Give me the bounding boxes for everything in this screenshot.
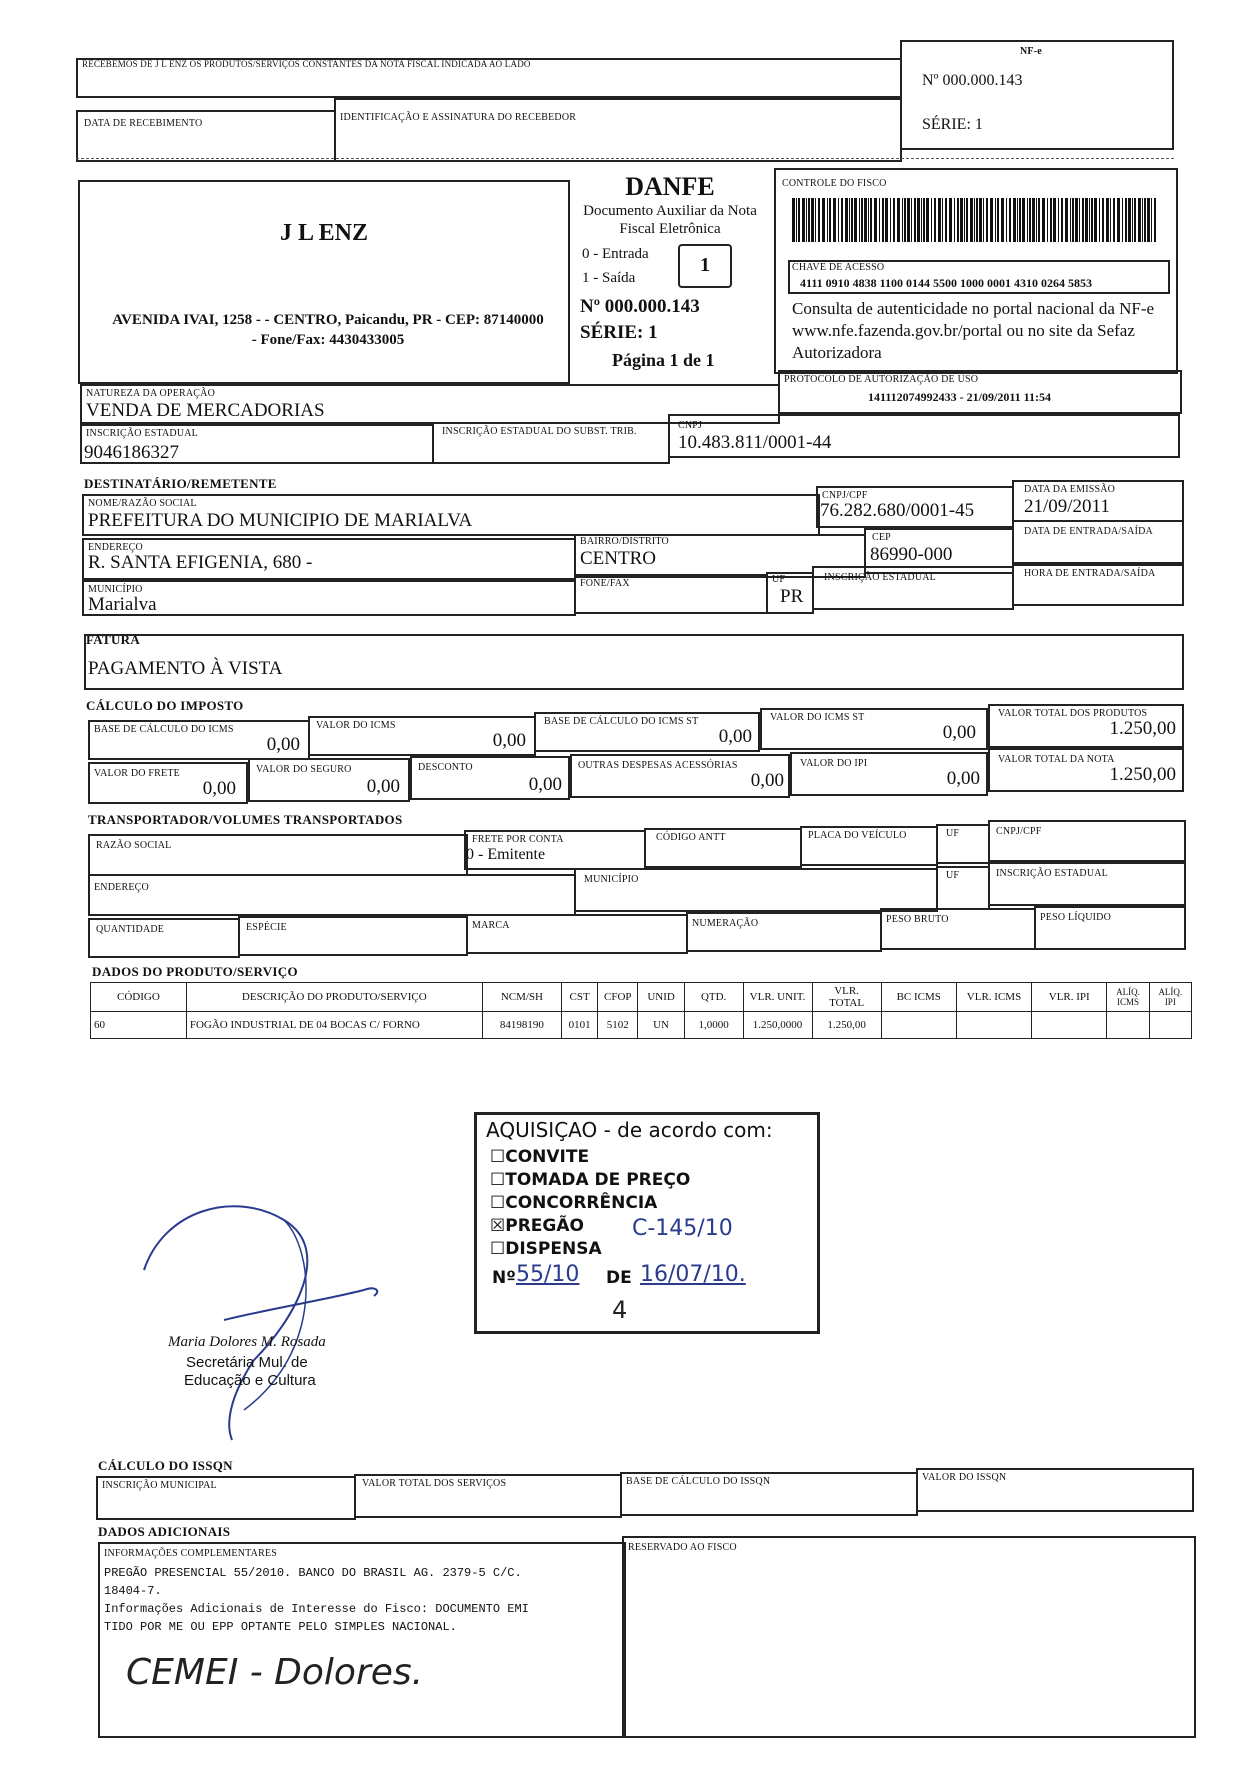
invoice-payment: PAGAMENTO À VISTA (88, 658, 283, 679)
barcode-bar (1099, 198, 1100, 242)
barcode-bar (897, 198, 900, 242)
receipt-text: RECEBEMOS DE J L ENZ OS PRODUTOS/SERVIÇOS CONSTANTES DA NOTA FISCAL INDICADA AO LADO (82, 59, 531, 69)
info-label: INFORMAÇÕES COMPLEMENTARES (104, 1548, 278, 1559)
col-header: QTD. (684, 983, 743, 1012)
product-unit-value: 1.250,0000 (743, 1012, 812, 1039)
access-key: 4111 0910 4838 1100 0144 5500 1000 0001 4310 0264 5853 (800, 276, 1093, 290)
signature-name: Maria Dolores M. Rosada (168, 1334, 326, 1350)
barcode-bar (1006, 198, 1007, 242)
barcode-bar (1027, 198, 1028, 242)
barcode-bar (1017, 198, 1018, 242)
access-key-label: CHAVE DE ACESSO (792, 262, 885, 273)
hour-label: HORA DE ENTRADA/SAÍDA (1024, 568, 1156, 579)
barcode-bar (827, 198, 828, 242)
product-aliq-ipi (1149, 1012, 1191, 1039)
brand-label: MARCA (472, 920, 510, 931)
danfe-entrada: 0 - Entrada (582, 246, 649, 262)
info-line-1: PREGÃO PRESENCIAL 55/2010. BANCO DO BRASIL AG. 2379-5 C/C. (104, 1566, 522, 1580)
danfe-saida: 1 - Saída (582, 270, 636, 286)
transport-uf-box (936, 824, 990, 864)
product-unit: UN (638, 1012, 684, 1039)
uf-label: UF (772, 574, 786, 585)
products-total-value: 1.250,00 (1109, 718, 1176, 739)
cnpj-label: CNPJ (678, 420, 703, 431)
checkbox-icon: ☐ (490, 1170, 506, 1190)
barcode-bar (1102, 198, 1104, 242)
recipient-name-label: NOME/RAZÃO SOCIAL (88, 498, 197, 509)
ipi-label: VALOR DO IPI (800, 758, 868, 769)
barcode-bar (1058, 198, 1059, 242)
info-line-3: Informações Adicionais de Interesse do Fisco: DOCUMENTO EMI (104, 1602, 529, 1616)
stamp-number-hand: 55/10 (516, 1262, 580, 1287)
reserved-box (622, 1536, 1196, 1738)
danfe-title: DANFE (625, 172, 715, 201)
insurance-value: 0,00 (366, 776, 400, 797)
ipi-value: 0,00 (946, 768, 980, 789)
issqn-base-label: BASE DE CÁLCULO DO ISSQN (626, 1476, 771, 1487)
emitter-name: J L ENZ (279, 220, 369, 246)
info-handwritten: CEMEI - Dolores. (126, 1652, 424, 1693)
barcode-bar (911, 198, 912, 242)
stamp-de: DE (606, 1268, 632, 1288)
barcode-bar (1061, 198, 1063, 242)
emitter-address: AVENIDA IVAI, 1258 - - CENTRO, Paicandu, PR - CEP: 87140000 - Fone/Fax: 4430433005 (112, 312, 544, 348)
qty-label: QUANTIDADE (96, 924, 165, 935)
info-line-4: TIDO POR ME OU EPP OPTANTE PELO SIMPLES NACIONAL. (104, 1620, 457, 1634)
barcode-bar (960, 198, 963, 242)
nature-value: VENDA DE MERCADORIAS (86, 400, 325, 421)
cnpj-value: 10.483.811/0001-44 (678, 432, 832, 453)
barcode-bar (861, 198, 863, 242)
barcode-bar (815, 198, 816, 242)
barcode-bar (1122, 198, 1123, 242)
barcode-bar (917, 198, 920, 242)
barcode-bar (1050, 198, 1052, 242)
barcode-bar (1138, 198, 1141, 242)
barcode-bar (1106, 198, 1109, 242)
stamp-option (490, 1192, 690, 1215)
signature-role-1: Secretária Mul. de (186, 1354, 308, 1371)
barcode-bar (1094, 198, 1097, 242)
barcode-bar (1029, 198, 1031, 242)
danfe-type-value: 1 (700, 254, 710, 276)
stamp-number-prefix: Nº (492, 1268, 516, 1288)
barcode-bar (882, 198, 884, 242)
barcode-bar (890, 198, 891, 242)
recipient-ie-label: INSCRIÇÃO ESTADUAL (824, 572, 936, 583)
products-header-row (91, 983, 1192, 1012)
freight-value: 0,00 (202, 778, 236, 799)
checkbox-icon: ☐ (490, 1147, 506, 1167)
transport-address-box (88, 874, 576, 916)
net-label: PESO LÍQUIDO (1040, 912, 1112, 923)
note-total-value: 1.250,00 (1109, 764, 1176, 785)
info-line-2: 18404-7. (104, 1584, 162, 1598)
barcode-bar (833, 198, 836, 242)
note-total-label: VALOR TOTAL DA NOTA (998, 754, 1115, 765)
receipt-date-label: DATA DE RECEBIMENTO (84, 118, 203, 129)
danfe-number: Nº 000.000.143 (580, 296, 700, 317)
barcode-bar (1117, 198, 1120, 242)
barcode-bar (1072, 198, 1074, 242)
danfe-series: SÉRIE: 1 (580, 322, 658, 343)
product-icms (956, 1012, 1031, 1039)
base-icms-value: 0,00 (266, 734, 300, 755)
barcode-bar (1144, 198, 1146, 242)
barcode-bar (845, 198, 848, 242)
city-value: Marialva (88, 594, 157, 615)
municipal-label: INSCRIÇÃO MUNICIPAL (102, 1480, 217, 1491)
invoice-section: FATURA (86, 632, 141, 647)
col-header: NCM/SH (482, 983, 561, 1012)
barcode-bar (964, 198, 965, 242)
barcode-bar (1142, 198, 1143, 242)
barcode-bar (957, 198, 959, 242)
product-qty: 1,0000 (684, 1012, 743, 1039)
barcode-bar (893, 198, 895, 242)
barcode-bar (990, 198, 993, 242)
barcode-bar (1038, 198, 1040, 242)
phone-label: FONE/FAX (580, 578, 630, 589)
additional-section: DADOS ADICIONAIS (98, 1524, 231, 1539)
barcode-bar (808, 198, 810, 242)
product-total: 1.250,00 (812, 1012, 881, 1039)
discount-value: 0,00 (528, 774, 562, 795)
barcode-bar (945, 198, 947, 242)
stamp-option (490, 1169, 690, 1192)
barcode-bar (986, 198, 988, 242)
emission-label: DATA DA EMISSÃO (1024, 484, 1116, 495)
barcode-bar (870, 198, 872, 242)
other-value: 0,00 (750, 770, 784, 791)
col-header: ALÍQ. IPI (1149, 983, 1191, 1012)
barcode-bar (942, 198, 943, 242)
col-header: ALÍQ. ICMS (1107, 983, 1149, 1012)
barcode-bar (838, 198, 839, 242)
ie-st-label: INSCRIÇÃO ESTADUAL DO SUBST. TRIB. (442, 426, 637, 437)
carrier-name-label: RAZÃO SOCIAL (96, 840, 172, 851)
col-header: CST (562, 983, 598, 1012)
products-total-label: VALOR TOTAL DOS PRODUTOS (998, 708, 1148, 719)
freight-by-value: 0 - Emitente (466, 846, 546, 863)
barcode-bar (1113, 198, 1115, 242)
icms-st-label: VALOR DO ICMS ST (770, 712, 865, 723)
transport-uf2-label: UF (946, 870, 960, 881)
barcode-bar (885, 198, 888, 242)
entry-date-label: DATA DE ENTRADA/SAÍDA (1024, 526, 1153, 537)
species-label: ESPÉCIE (246, 922, 287, 933)
nature-label: NATUREZA DA OPERAÇÃO (86, 388, 216, 399)
stamp-title: AQUISIÇAO - de acordo com: (486, 1118, 773, 1142)
barcode (792, 198, 1162, 242)
product-code: 60 (91, 1012, 187, 1039)
products-table (90, 982, 1192, 1039)
fisco-consult: Consulta de autenticidade no portal nacional da NF-e www.nfe.fazenda.gov.br/portal ou no site da Sefaz Autorizadora (792, 299, 1155, 362)
barcode-bar (904, 198, 906, 242)
col-header: VLR. ICMS (956, 983, 1031, 1012)
district-label: BAIRRO/DISTRITO (580, 536, 669, 547)
antt-label: CÓDIGO ANTT (656, 832, 726, 843)
issqn-section: CÁLCULO DO ISSQN (98, 1458, 233, 1473)
protocol-label: PROTOCOLO DE AUTORIZAÇÃO DE USO (784, 374, 979, 385)
barcode-bar (931, 198, 932, 242)
barcode-bar (1075, 198, 1078, 242)
barcode-bar (974, 198, 975, 242)
barcode-bar (1125, 198, 1127, 242)
recipient-address: R. SANTA EFIGENIA, 680 - (88, 552, 313, 573)
receipt-nfe-label: NF-e (1020, 46, 1042, 57)
col-header: CÓDIGO (91, 983, 187, 1012)
barcode-bar (1022, 198, 1025, 242)
recipient-address-label: ENDEREÇO (88, 542, 143, 553)
recipient-cnpj: 76.282.680/0001-45 (820, 500, 975, 521)
barcode-bar (1013, 198, 1016, 242)
fisco-control-label: CONTROLE DO FISCO (782, 178, 887, 189)
city-label: MUNICÍPIO (88, 584, 143, 595)
barcode-bar (829, 198, 831, 242)
receipt-number: Nº 000.000.143 (922, 72, 1023, 89)
freight-label: VALOR DO FRETE (94, 768, 180, 779)
barcode-bar (1134, 198, 1136, 242)
barcode-bar (811, 198, 814, 242)
barcode-bar (1091, 198, 1093, 242)
transport-uf2-box (936, 866, 990, 910)
stamp-options (490, 1146, 690, 1261)
barcode-bar (1085, 198, 1088, 242)
receipt-series: SÉRIE: 1 (922, 116, 983, 133)
product-bc-icms (881, 1012, 956, 1039)
transport-uf-label: UF (946, 828, 960, 839)
col-header: BC ICMS (881, 983, 956, 1012)
table-row (91, 1012, 1192, 1039)
barcode-bar (949, 198, 952, 242)
barcode-bar (1001, 198, 1004, 242)
cep-value: 86990-000 (870, 544, 953, 565)
barcode-bar (841, 198, 843, 242)
col-header: VLR. TOTAL (812, 983, 881, 1012)
base-st-label: BASE DE CÁLCULO DO ICMS ST (544, 716, 699, 727)
barcode-bar (1053, 198, 1056, 242)
barcode-bar (879, 198, 880, 242)
barcode-bar (1151, 198, 1152, 242)
recipient-section: DESTINATÁRIO/REMETENTE (84, 476, 277, 491)
receipt-signature-box (334, 98, 902, 162)
stamp-mark-hand: 4 (612, 1296, 628, 1324)
barcode-bar (902, 198, 903, 242)
transport-ie-label: INSCRIÇÃO ESTADUAL (996, 868, 1108, 879)
icms-label: VALOR DO ICMS (316, 720, 396, 731)
cut-line (76, 158, 1174, 159)
protocol-value: 141112074992433 - 21/09/2011 11:54 (868, 390, 1052, 404)
ie-value: 9046186327 (84, 442, 179, 463)
barcode-bar (979, 198, 982, 242)
other-label: OUTRAS DESPESAS ACESSÓRIAS (578, 760, 738, 771)
icms-st-value: 0,00 (942, 722, 976, 743)
barcode-bar (938, 198, 941, 242)
barcode-bar (1036, 198, 1037, 242)
stamp-option (490, 1146, 690, 1169)
product-description: FOGÃO INDUSTRIAL DE 04 BOCAS C/ FORNO (186, 1012, 482, 1039)
base-icms-label: BASE DE CÁLCULO DO ICMS (94, 724, 234, 735)
barcode-bar (802, 198, 805, 242)
barcode-bar (1110, 198, 1111, 242)
barcode-bar (966, 198, 968, 242)
barcode-bar (907, 198, 910, 242)
recipient-cnpj-label: CNPJ/CPF (822, 490, 868, 501)
barcode-bar (970, 198, 973, 242)
transport-section: TRANSPORTADOR/VOLUMES TRANSPORTADOS (88, 812, 403, 827)
barcode-bar (1079, 198, 1080, 242)
danfe-page: Página 1 de 1 (612, 350, 715, 370)
numbering-label: NUMERAÇÃO (692, 918, 759, 929)
insurance-label: VALOR DO SEGURO (256, 764, 352, 775)
receipt-signature-label: IDENTIFICAÇÃO E ASSINATURA DO RECEBEDOR (340, 112, 577, 123)
col-header: UNID (638, 983, 684, 1012)
cep-label: CEP (872, 532, 891, 543)
barcode-bar (798, 198, 800, 242)
barcode-bar (822, 198, 825, 242)
barcode-bar (1042, 198, 1045, 242)
barcode-bar (1065, 198, 1068, 242)
plate-label: PLACA DO VEÍCULO (808, 830, 907, 841)
col-header: VLR. IPI (1032, 983, 1107, 1012)
barcode-bar (995, 198, 996, 242)
freight-by-label: FRETE POR CONTA (472, 834, 564, 845)
barcode-bar (1070, 198, 1071, 242)
reserved-label: RESERVADO AO FISCO (628, 1542, 737, 1553)
col-header: CFOP (598, 983, 638, 1012)
transport-address-label: ENDEREÇO (94, 882, 149, 893)
gross-label: PESO BRUTO (886, 914, 949, 925)
barcode-bar (851, 198, 853, 242)
danfe-subtitle: Documento Auxiliar da Nota Fiscal Eletrônica (583, 203, 757, 237)
checkbox-icon: ☐ (490, 1239, 506, 1259)
barcode-bar (864, 198, 867, 242)
barcode-bar (1089, 198, 1090, 242)
barcode-bar (1082, 198, 1084, 242)
checked-checkbox-icon: ☒ (490, 1216, 506, 1236)
barcode-bar (983, 198, 984, 242)
emitter-box (78, 180, 570, 384)
transport-cnpj-label: CNPJ/CPF (996, 826, 1042, 837)
col-header: DESCRIÇÃO DO PRODUTO/SERVIÇO (186, 983, 482, 1012)
barcode-bar (954, 198, 955, 242)
barcode-bar (1132, 198, 1133, 242)
product-ncm: 84198190 (482, 1012, 561, 1039)
barcode-bar (1154, 198, 1156, 242)
product-cst: 0101 (562, 1012, 598, 1039)
stamp-option (490, 1238, 690, 1261)
barcode-bar (1047, 198, 1048, 242)
barcode-bar (934, 198, 936, 242)
barcode-bar (921, 198, 922, 242)
barcode-bar (849, 198, 850, 242)
col-header: VLR. UNIT. (743, 983, 812, 1012)
products-section: DADOS DO PRODUTO/SERVIÇO (92, 964, 298, 979)
barcode-bar (792, 198, 795, 242)
district-value: CENTRO (580, 548, 656, 569)
barcode-bar (926, 198, 929, 242)
stamp-option-label: TOMADA DE PREÇO (505, 1170, 691, 1190)
barcode-bar (1019, 198, 1021, 242)
signature-scribble (124, 1090, 384, 1450)
uf-value: PR (780, 586, 804, 607)
barcode-bar (806, 198, 807, 242)
barcode-bar (997, 198, 999, 242)
checkbox-icon: ☐ (490, 1193, 506, 1213)
stamp-note-hand: C-145/10 (632, 1216, 733, 1241)
barcode-bar (854, 198, 857, 242)
issqn-value-label: VALOR DO ISSQN (922, 1472, 1007, 1483)
barcode-bar (1128, 198, 1131, 242)
barcode-bar (976, 198, 978, 242)
barcode-bar (914, 198, 916, 242)
barcode-bar (796, 198, 797, 242)
recipient-name: PREFEITURA DO MUNICIPIO DE MARIALVA (88, 510, 473, 531)
icms-value: 0,00 (492, 730, 526, 751)
barcode-bar (1147, 198, 1150, 242)
barcode-bar (1032, 198, 1035, 242)
stamp-option-label: CONCORRÊNCIA (505, 1193, 658, 1213)
product-cfop: 5102 (598, 1012, 638, 1039)
product-ipi (1032, 1012, 1107, 1039)
barcode-bar (874, 198, 877, 242)
discount-label: DESCONTO (418, 762, 473, 773)
signature-role-2: Educação e Cultura (184, 1372, 316, 1389)
stamp-date-hand: 16/07/10. (640, 1262, 746, 1287)
emission-value: 21/09/2011 (1024, 496, 1110, 517)
stamp-option-label: CONVITE (505, 1147, 590, 1167)
services-label: VALOR TOTAL DOS SERVIÇOS (362, 1478, 507, 1489)
barcode-bar (923, 198, 925, 242)
stamp-option-label: PREGÃO (505, 1216, 584, 1236)
base-st-value: 0,00 (718, 726, 752, 747)
barcode-bar (868, 198, 869, 242)
tax-section: CÁLCULO DO IMPOSTO (86, 698, 244, 713)
ie-label: INSCRIÇÃO ESTADUAL (86, 428, 198, 439)
stamp-option-label: DISPENSA (505, 1239, 602, 1259)
barcode-bar (818, 198, 820, 242)
barcode-bar (1009, 198, 1011, 242)
barcode-bar (859, 198, 860, 242)
transport-city-label: MUNICÍPIO (584, 874, 639, 885)
product-aliq-icms (1107, 1012, 1149, 1039)
